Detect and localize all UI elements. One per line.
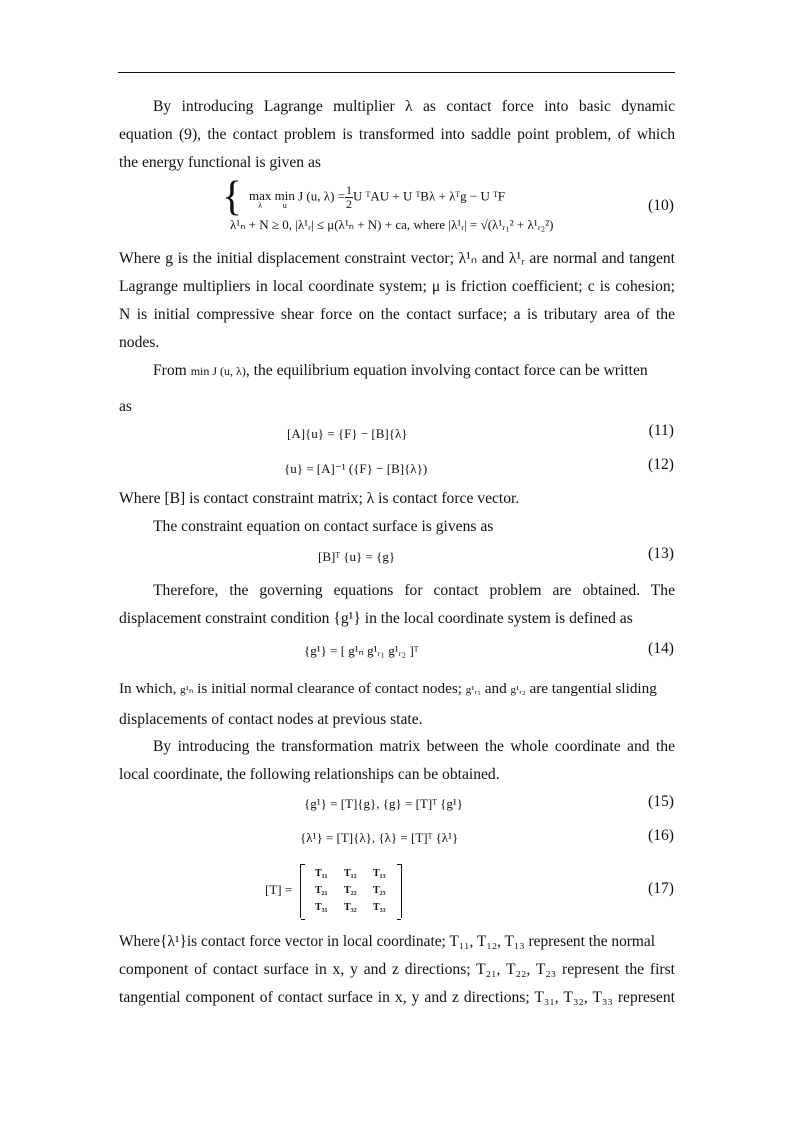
paragraph-line: [119, 357, 675, 385]
text-span: displacement constraint condition: [119, 610, 330, 627]
paragraph-line: component of contact surface in x, y and z directions; T₂₁, T₂₂, T₂₃ represent the first: [119, 961, 675, 978]
text-span: In which,: [119, 680, 177, 697]
paragraph-line: tangential component of contact surface in x, y and z directions; T₃₁, T₃₂, T₃₃ represent: [119, 989, 675, 1006]
paragraph-line: By introducing the transformation matrix between the whole coordinate and the: [153, 738, 675, 755]
inline-math: {g¹}: [333, 610, 361, 627]
equation-11: [A]{u} = {F} − [B]{λ}: [287, 426, 408, 441]
paragraph-line: Therefore, the governing equations for contact problem are obtained. The: [153, 582, 675, 599]
text-span: is initial normal clearance of contact nodes;: [197, 680, 462, 697]
equation-10-line2: λ¹ₙ + N ≥ 0, |λ¹ᵣ| ≤ μ(λ¹ₙ + N) + ca, where |λ¹ᵣ| = √(λ¹ᵣ₁² + λ¹ᵣ₂²): [230, 217, 554, 232]
equation-17-lhs: [T] =: [265, 882, 293, 897]
text-span: , the equilibrium equation involving contact force can be written: [245, 362, 648, 379]
equation-16: {λ¹} = [T]{λ}, {λ} = [T]ᵀ {λ¹}: [300, 830, 459, 845]
inline-math: {λ¹}: [160, 933, 187, 950]
paragraph-line: the energy functional is given as: [119, 154, 321, 171]
matrix-cell: T₂₁: [315, 885, 328, 896]
paragraph-line: The constraint equation on contact surface is givens as: [153, 518, 494, 535]
matrix-cell: T₂₃: [373, 885, 386, 896]
paragraph-line: Lagrange multipliers in local coordinate system; μ is friction coefficient; c is cohesion;: [119, 278, 675, 295]
text-span: and: [484, 680, 507, 697]
equation-number: (14): [648, 640, 674, 657]
inline-math: min J (u, λ): [190, 364, 246, 378]
paragraph-line: equation (9), the contact problem is transformed into saddle point problem, of which: [119, 126, 675, 143]
equation-15: {g¹} = [T]{g}, {g} = [T]ᵀ {g¹}: [304, 796, 464, 811]
matrix-cell: T₃₂: [344, 902, 357, 913]
matrix-T: [300, 864, 402, 918]
matrix-cell: T₃₁: [315, 902, 328, 913]
text-span: From: [153, 362, 187, 379]
paragraph-line: By introducing Lagrange multiplier λ as contact force into basic dynamic: [153, 98, 675, 115]
paragraph-line: [119, 928, 675, 956]
inline-math: g¹ᵣ₂: [510, 684, 526, 696]
header-rule: [118, 72, 675, 73]
paragraph-line: local coordinate, the following relationships can be obtained.: [119, 766, 500, 783]
equation-14: {g¹} = [ g¹ₙ g¹ᵣ₁ g¹ᵣ₂ ]ᵀ: [304, 643, 419, 658]
equation-number: (16): [648, 827, 674, 844]
text-span: is contact force vector in local coordinate; T₁₁, T₁₂, T₁₃ represent the normal: [186, 933, 655, 950]
paragraph-line: Where g is the initial displacement constraint vector; λ¹ₙ and λ¹ᵣ are normal and tangent: [119, 250, 675, 267]
matrix-cell: T₁₂: [344, 868, 357, 879]
equation-number: (13): [648, 545, 674, 562]
equation-number: (10): [648, 197, 674, 214]
text-span: are tangential sliding: [529, 680, 657, 697]
text-span: in the local coordinate system is defined as: [364, 610, 633, 627]
paragraph-line: [119, 675, 675, 704]
inline-math: g¹ₙ: [180, 684, 194, 696]
equation-number: (15): [648, 793, 674, 810]
equation-12: {u} = [A]⁻¹ ({F} − [B]{λ}): [284, 461, 428, 476]
matrix-cell: T₁₃: [373, 868, 386, 879]
equation-number: (17): [648, 880, 674, 897]
paragraph-line: Where [B] is contact constraint matrix; λ is contact force vector.: [119, 490, 520, 507]
paragraph-line: nodes.: [119, 334, 160, 351]
paragraph-line: as: [119, 398, 132, 415]
matrix-cell: T₂₂: [344, 885, 357, 896]
matrix-cell: T₃₃: [373, 902, 386, 913]
paragraph-line: displacements of contact nodes at previous state.: [119, 711, 423, 728]
paragraph-line: N is initial compressive shear force on the contact surface; a is tributary area of the: [119, 306, 675, 323]
equation-number: (12): [648, 456, 674, 473]
matrix-cell: T₁₁: [315, 868, 328, 879]
equation-number: (11): [648, 422, 674, 439]
text-span: Where: [119, 933, 161, 950]
equation-brace: {: [222, 174, 243, 220]
equation-10-line1: max λ min u J (u, λ) = $\frac{1}{2}$ U ᵀAU + U ᵀBλ + λᵀg − U ᵀF: [249, 183, 506, 211]
inline-math: g¹ᵣ₁: [465, 684, 481, 696]
equation-10-rhs: U ᵀAU + U ᵀBλ + λᵀg − U ᵀF: [352, 188, 506, 204]
equation-13: [B]ᵀ {u} = {g}: [318, 549, 396, 564]
paragraph-line: [119, 605, 675, 633]
